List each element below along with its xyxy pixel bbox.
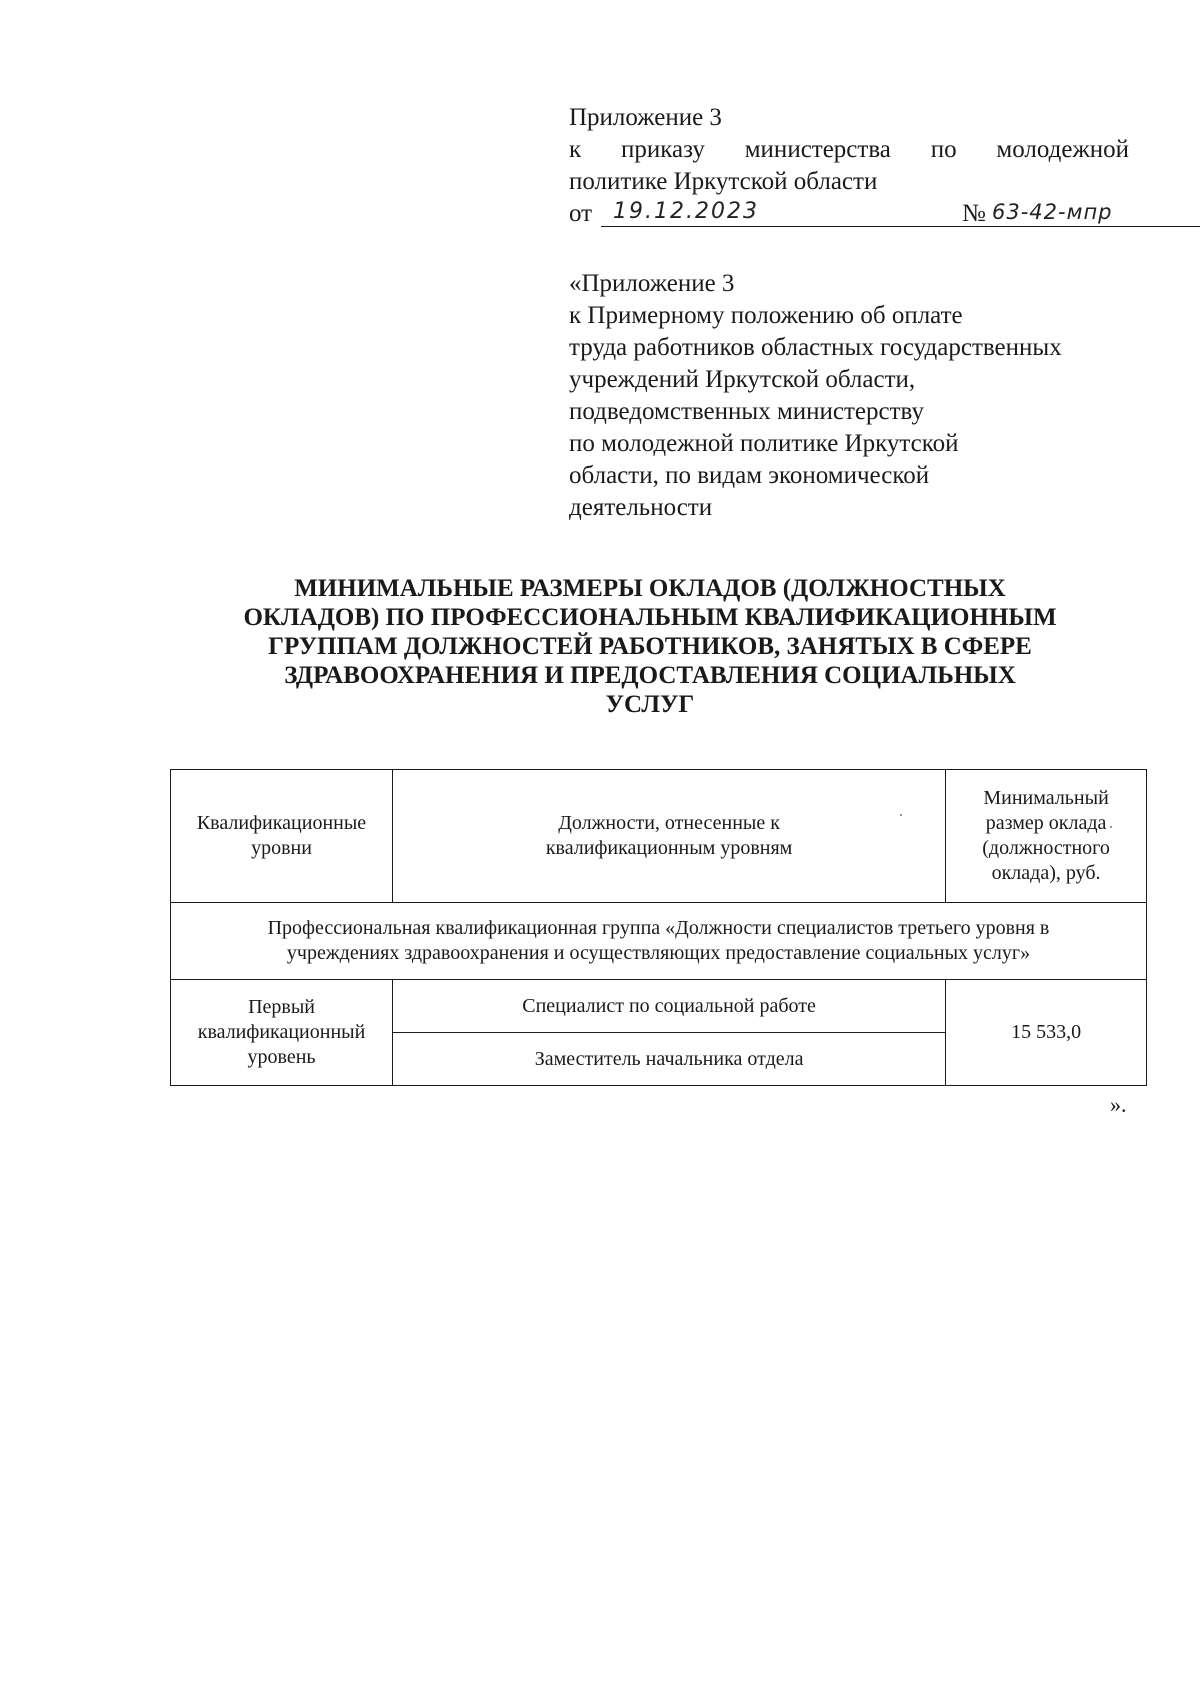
closing-quote: ». [1110, 1092, 1127, 1117]
date-prefix: от [569, 200, 593, 227]
position-cell: Специалист по социальной работе [393, 980, 946, 1033]
title-line-1: МИНИМАЛЬНЫЕ РАЗМЕРЫ ОКЛАДОВ (ДОЛЖНОСТНЫХ [294, 575, 1006, 602]
handwritten-date: 19.12.2023 [613, 199, 759, 224]
ref-line-7: области, по видам экономической [569, 462, 930, 489]
ref-line-8: деятельности [569, 494, 713, 521]
ref-line-5: подведомственных министерству [569, 398, 924, 425]
title-line-3: ГРУППАМ ДОЛЖНОСТЕЙ РАБОТНИКОВ, ЗАНЯТЫХ В СФЕРЕ [268, 633, 1032, 660]
appendix-order-line: к приказу министерства по молодежной [569, 136, 1129, 163]
ref-line-1: «Приложение 3 [569, 270, 735, 297]
ref-line-6: по молодежной политике Иркутской [569, 430, 959, 457]
appendix-header [569, 102, 1129, 230]
number-prefix: № [962, 200, 986, 227]
title-line-5: УСЛУГ [605, 691, 695, 718]
level-cell: Первый квалификационный уровень [171, 980, 393, 1086]
salary-value-cell: 15 533,0 [946, 980, 1147, 1086]
scan-speck [1110, 826, 1112, 828]
ref-line-2: к Примерному положению об оплате [569, 302, 963, 329]
title-line-2: ОКЛАДОВ) ПО ПРОФЕССИОНАЛЬНЫМ КВАЛИФИКАЦИОННЫМ [243, 604, 1057, 631]
referenced-appendix [569, 268, 1129, 524]
table-header-row [171, 770, 1147, 903]
document-title [170, 574, 1130, 719]
title-line-4: ЗДРАВООХРАНЕНИЯ И ПРЕДОСТАВЛЕНИЯ СОЦИАЛЬНЫХ [284, 662, 1016, 689]
position-cell: Заместитель начальника отдела [393, 1033, 946, 1086]
table-row [171, 980, 1147, 1033]
professional-group-cell: Профессиональная квалификационная группа «Должности специалистов третьего уровня в учреждениях здравоохранения и осуществляющих предоставление социальных услуг» [171, 903, 1147, 980]
scan-speck [900, 814, 902, 816]
handwritten-number: 63-42-мпр [992, 200, 1113, 224]
appendix-ministry-line: политике Иркутской области [569, 168, 878, 195]
header-positions: Должности, отнесенные к квалификационным уровням [393, 770, 946, 903]
ref-line-3: труда работников областных государственных [569, 334, 1062, 361]
ref-line-4: учреждений Иркутской области, [569, 366, 916, 393]
date-number-row [569, 198, 1129, 230]
header-salary: Минимальный размер оклада (должностного оклада), руб. [946, 770, 1147, 903]
table-row [171, 903, 1147, 980]
appendix-title: Приложение 3 [569, 104, 722, 131]
header-levels: Квалификационные уровни [171, 770, 393, 903]
salary-table [170, 769, 1147, 1086]
